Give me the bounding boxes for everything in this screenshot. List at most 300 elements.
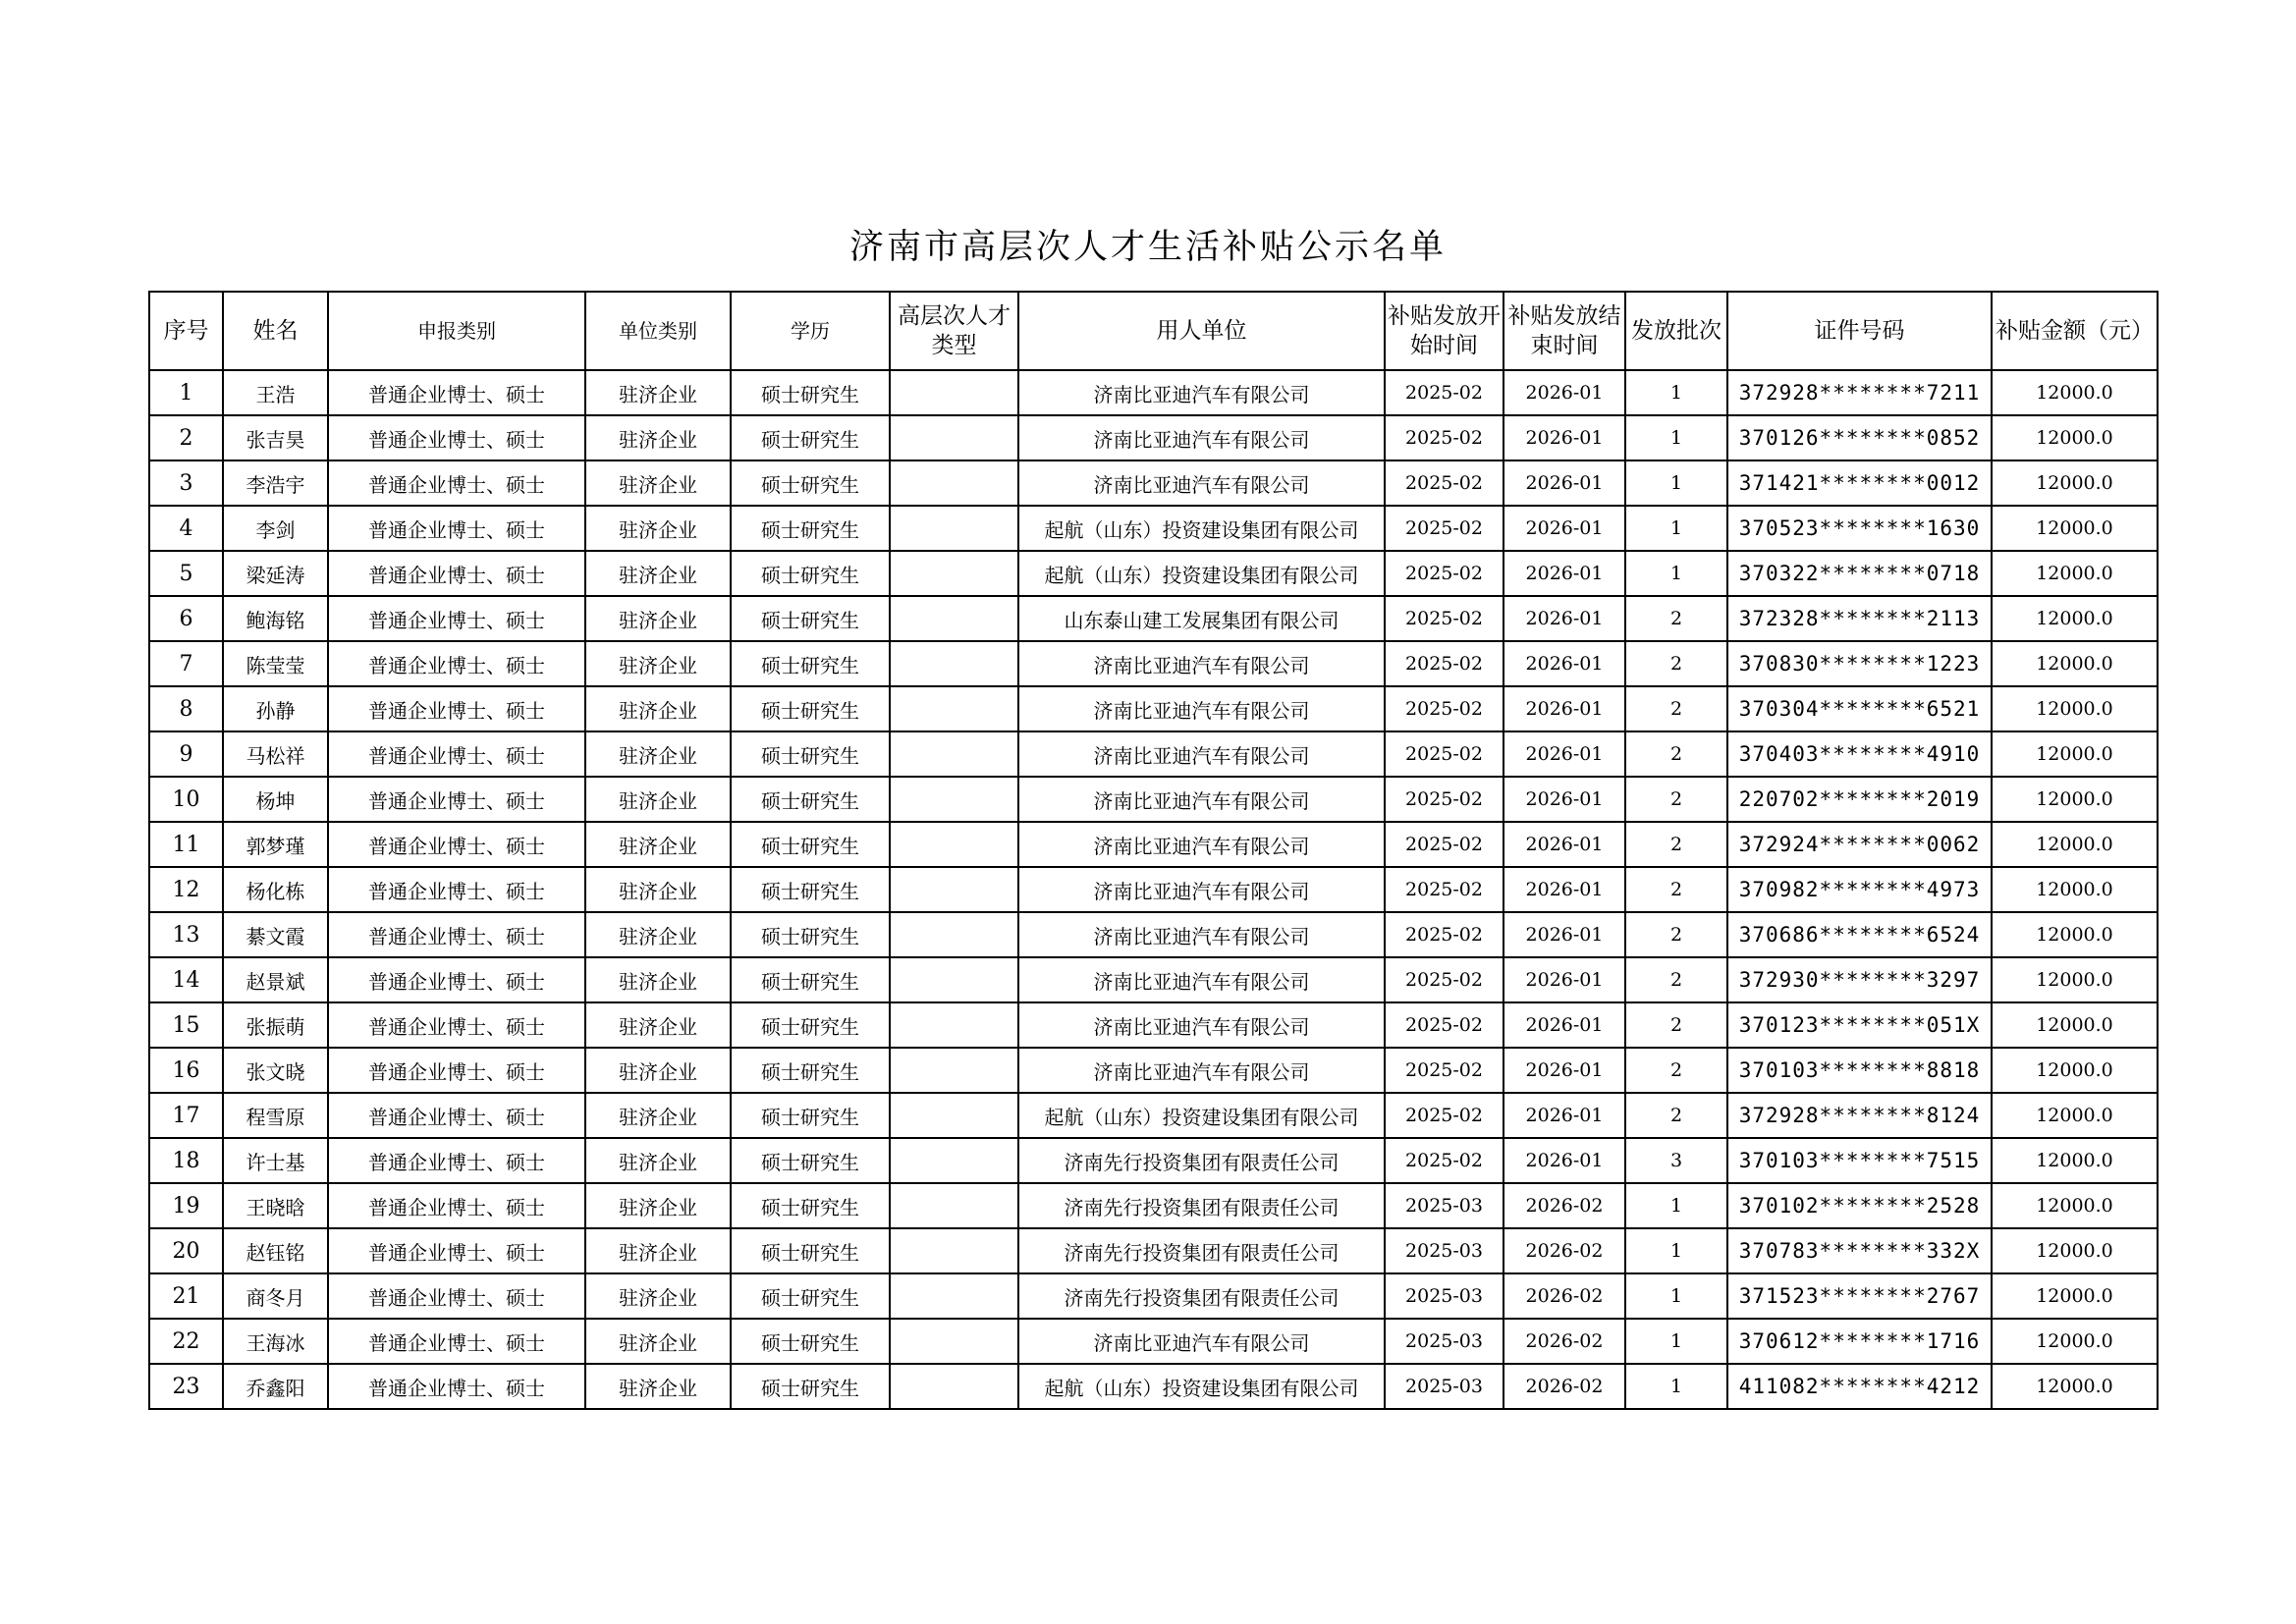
table-row — [149, 867, 2158, 912]
cell-id-number: 411082********4212 — [1727, 1364, 1992, 1409]
cell-seq: 22 — [149, 1319, 223, 1364]
cell-name: 赵钰铭 — [223, 1228, 328, 1273]
cell-id-number: 372928********8124 — [1727, 1093, 1992, 1138]
cell-talent-type — [890, 867, 1018, 912]
cell-id-number: 370103********8818 — [1727, 1048, 1992, 1093]
cell-apply-category: 普通企业博士、硕士 — [328, 1048, 585, 1093]
cell-seq: 6 — [149, 596, 223, 641]
cell-unit-category: 驻济企业 — [585, 1364, 731, 1409]
cell-start-time: 2025-02 — [1385, 641, 1503, 686]
cell-seq: 11 — [149, 822, 223, 867]
cell-education: 硕士研究生 — [731, 822, 890, 867]
cell-apply-category: 普通企业博士、硕士 — [328, 551, 585, 596]
cell-batch: 1 — [1625, 415, 1727, 460]
cell-unit-category: 驻济企业 — [585, 551, 731, 596]
cell-end-time: 2026-02 — [1503, 1364, 1625, 1409]
cell-name: 李剑 — [223, 506, 328, 551]
cell-start-time: 2025-02 — [1385, 867, 1503, 912]
cell-id-number: 370304********6521 — [1727, 686, 1992, 731]
cell-end-time: 2026-01 — [1503, 1138, 1625, 1183]
cell-start-time: 2025-02 — [1385, 370, 1503, 415]
cell-end-time: 2026-01 — [1503, 912, 1625, 957]
cell-education: 硕士研究生 — [731, 1183, 890, 1228]
header-start-time: 补贴发放开始时间 — [1385, 292, 1503, 370]
cell-end-time: 2026-01 — [1503, 596, 1625, 641]
cell-amount: 12000.0 — [1992, 1048, 2158, 1093]
cell-id-number: 371523********2767 — [1727, 1273, 1992, 1319]
cell-end-time: 2026-01 — [1503, 867, 1625, 912]
cell-seq: 19 — [149, 1183, 223, 1228]
cell-batch: 1 — [1625, 1228, 1727, 1273]
cell-batch: 3 — [1625, 1138, 1727, 1183]
cell-batch: 2 — [1625, 686, 1727, 731]
cell-talent-type — [890, 370, 1018, 415]
cell-name: 商冬月 — [223, 1273, 328, 1319]
table-row — [149, 1138, 2158, 1183]
cell-unit-category: 驻济企业 — [585, 1228, 731, 1273]
cell-name: 马松祥 — [223, 731, 328, 777]
table-row — [149, 1364, 2158, 1409]
cell-seq: 14 — [149, 957, 223, 1002]
cell-seq: 18 — [149, 1138, 223, 1183]
table-row — [149, 1228, 2158, 1273]
cell-name: 梁延涛 — [223, 551, 328, 596]
cell-start-time: 2025-02 — [1385, 822, 1503, 867]
cell-unit-category: 驻济企业 — [585, 1273, 731, 1319]
cell-end-time: 2026-01 — [1503, 686, 1625, 731]
cell-unit-category: 驻济企业 — [585, 822, 731, 867]
cell-batch: 2 — [1625, 1093, 1727, 1138]
header-name: 姓名 — [223, 292, 328, 370]
cell-apply-category: 普通企业博士、硕士 — [328, 731, 585, 777]
cell-unit-category: 驻济企业 — [585, 415, 731, 460]
cell-batch: 2 — [1625, 867, 1727, 912]
cell-employer: 济南先行投资集团有限责任公司 — [1018, 1183, 1385, 1228]
cell-amount: 12000.0 — [1992, 686, 2158, 731]
cell-amount: 12000.0 — [1992, 1319, 2158, 1364]
cell-education: 硕士研究生 — [731, 1273, 890, 1319]
cell-amount: 12000.0 — [1992, 1093, 2158, 1138]
cell-start-time: 2025-02 — [1385, 686, 1503, 731]
table-row — [149, 506, 2158, 551]
cell-end-time: 2026-01 — [1503, 1093, 1625, 1138]
cell-unit-category: 驻济企业 — [585, 641, 731, 686]
header-amount: 补贴金额（元） — [1992, 292, 2158, 370]
cell-amount: 12000.0 — [1992, 415, 2158, 460]
table-row — [149, 1048, 2158, 1093]
cell-unit-category: 驻济企业 — [585, 370, 731, 415]
cell-id-number: 370783********332X — [1727, 1228, 1992, 1273]
cell-name: 赵景斌 — [223, 957, 328, 1002]
cell-unit-category: 驻济企业 — [585, 777, 731, 822]
cell-start-time: 2025-02 — [1385, 1138, 1503, 1183]
cell-amount: 12000.0 — [1992, 370, 2158, 415]
cell-batch: 1 — [1625, 1273, 1727, 1319]
cell-talent-type — [890, 1273, 1018, 1319]
cell-start-time: 2025-02 — [1385, 957, 1503, 1002]
table-row — [149, 460, 2158, 506]
cell-unit-category: 驻济企业 — [585, 957, 731, 1002]
cell-start-time: 2025-02 — [1385, 731, 1503, 777]
cell-name: 许士基 — [223, 1138, 328, 1183]
cell-batch: 1 — [1625, 551, 1727, 596]
cell-end-time: 2026-02 — [1503, 1273, 1625, 1319]
cell-end-time: 2026-01 — [1503, 731, 1625, 777]
header-end-time: 补贴发放结束时间 — [1503, 292, 1625, 370]
cell-start-time: 2025-02 — [1385, 1002, 1503, 1048]
cell-end-time: 2026-01 — [1503, 641, 1625, 686]
cell-id-number: 370322********0718 — [1727, 551, 1992, 596]
cell-batch: 1 — [1625, 1319, 1727, 1364]
cell-seq: 2 — [149, 415, 223, 460]
cell-apply-category: 普通企业博士、硕士 — [328, 1364, 585, 1409]
table-row — [149, 777, 2158, 822]
cell-employer: 起航（山东）投资建设集团有限公司 — [1018, 551, 1385, 596]
cell-unit-category: 驻济企业 — [585, 460, 731, 506]
cell-unit-category: 驻济企业 — [585, 1093, 731, 1138]
table-row — [149, 822, 2158, 867]
cell-employer: 济南比亚迪汽车有限公司 — [1018, 822, 1385, 867]
cell-name: 杨化栋 — [223, 867, 328, 912]
cell-unit-category: 驻济企业 — [585, 596, 731, 641]
cell-talent-type — [890, 957, 1018, 1002]
cell-end-time: 2026-01 — [1503, 822, 1625, 867]
cell-seq: 16 — [149, 1048, 223, 1093]
cell-education: 硕士研究生 — [731, 867, 890, 912]
cell-apply-category: 普通企业博士、硕士 — [328, 1002, 585, 1048]
cell-talent-type — [890, 1319, 1018, 1364]
cell-education: 硕士研究生 — [731, 1364, 890, 1409]
cell-id-number: 372924********0062 — [1727, 822, 1992, 867]
cell-amount: 12000.0 — [1992, 460, 2158, 506]
cell-employer: 济南先行投资集团有限责任公司 — [1018, 1138, 1385, 1183]
cell-seq: 17 — [149, 1093, 223, 1138]
cell-name: 乔鑫阳 — [223, 1364, 328, 1409]
cell-batch: 2 — [1625, 822, 1727, 867]
cell-amount: 12000.0 — [1992, 1002, 2158, 1048]
cell-end-time: 2026-02 — [1503, 1228, 1625, 1273]
cell-employer: 济南比亚迪汽车有限公司 — [1018, 777, 1385, 822]
table-row — [149, 415, 2158, 460]
cell-seq: 8 — [149, 686, 223, 731]
cell-amount: 12000.0 — [1992, 1183, 2158, 1228]
cell-talent-type — [890, 777, 1018, 822]
cell-batch: 2 — [1625, 596, 1727, 641]
cell-apply-category: 普通企业博士、硕士 — [328, 867, 585, 912]
cell-name: 陈莹莹 — [223, 641, 328, 686]
cell-start-time: 2025-03 — [1385, 1364, 1503, 1409]
cell-employer: 济南先行投资集团有限责任公司 — [1018, 1273, 1385, 1319]
cell-education: 硕士研究生 — [731, 460, 890, 506]
cell-unit-category: 驻济企业 — [585, 912, 731, 957]
cell-education: 硕士研究生 — [731, 415, 890, 460]
table-row — [149, 686, 2158, 731]
subsidy-table — [148, 291, 2159, 1410]
cell-seq: 4 — [149, 506, 223, 551]
cell-apply-category: 普通企业博士、硕士 — [328, 912, 585, 957]
cell-education: 硕士研究生 — [731, 777, 890, 822]
cell-start-time: 2025-02 — [1385, 1093, 1503, 1138]
table-row — [149, 912, 2158, 957]
cell-employer: 起航（山东）投资建设集团有限公司 — [1018, 506, 1385, 551]
header-employer: 用人单位 — [1018, 292, 1385, 370]
cell-start-time: 2025-03 — [1385, 1273, 1503, 1319]
cell-start-time: 2025-03 — [1385, 1228, 1503, 1273]
cell-apply-category: 普通企业博士、硕士 — [328, 777, 585, 822]
cell-employer: 济南比亚迪汽车有限公司 — [1018, 641, 1385, 686]
cell-talent-type — [890, 596, 1018, 641]
cell-apply-category: 普通企业博士、硕士 — [328, 641, 585, 686]
cell-start-time: 2025-02 — [1385, 596, 1503, 641]
cell-end-time: 2026-02 — [1503, 1319, 1625, 1364]
cell-batch: 2 — [1625, 641, 1727, 686]
cell-batch: 2 — [1625, 731, 1727, 777]
cell-employer: 济南比亚迪汽车有限公司 — [1018, 912, 1385, 957]
cell-name: 鲍海铭 — [223, 596, 328, 641]
cell-id-number: 370403********4910 — [1727, 731, 1992, 777]
cell-employer: 济南比亚迪汽车有限公司 — [1018, 1048, 1385, 1093]
cell-amount: 12000.0 — [1992, 1364, 2158, 1409]
cell-end-time: 2026-02 — [1503, 1183, 1625, 1228]
table-row — [149, 641, 2158, 686]
header-unit-category: 单位类别 — [585, 292, 731, 370]
cell-amount: 12000.0 — [1992, 641, 2158, 686]
cell-name: 张振萌 — [223, 1002, 328, 1048]
cell-education: 硕士研究生 — [731, 1093, 890, 1138]
cell-end-time: 2026-01 — [1503, 1048, 1625, 1093]
cell-seq: 23 — [149, 1364, 223, 1409]
cell-unit-category: 驻济企业 — [585, 686, 731, 731]
cell-unit-category: 驻济企业 — [585, 506, 731, 551]
table-header-row — [149, 292, 2158, 370]
cell-amount: 12000.0 — [1992, 731, 2158, 777]
cell-apply-category: 普通企业博士、硕士 — [328, 1138, 585, 1183]
cell-seq: 10 — [149, 777, 223, 822]
cell-start-time: 2025-03 — [1385, 1183, 1503, 1228]
cell-seq: 3 — [149, 460, 223, 506]
header-education: 学历 — [731, 292, 890, 370]
cell-id-number: 372930********3297 — [1727, 957, 1992, 1002]
cell-apply-category: 普通企业博士、硕士 — [328, 1093, 585, 1138]
cell-education: 硕士研究生 — [731, 686, 890, 731]
cell-amount: 12000.0 — [1992, 1228, 2158, 1273]
cell-employer: 起航（山东）投资建设集团有限公司 — [1018, 1093, 1385, 1138]
cell-apply-category: 普通企业博士、硕士 — [328, 460, 585, 506]
cell-education: 硕士研究生 — [731, 370, 890, 415]
cell-name: 王晓晗 — [223, 1183, 328, 1228]
cell-id-number: 370982********4973 — [1727, 867, 1992, 912]
cell-talent-type — [890, 641, 1018, 686]
cell-education: 硕士研究生 — [731, 1228, 890, 1273]
cell-end-time: 2026-01 — [1503, 460, 1625, 506]
cell-start-time: 2025-02 — [1385, 777, 1503, 822]
cell-apply-category: 普通企业博士、硕士 — [328, 686, 585, 731]
cell-employer: 济南比亚迪汽车有限公司 — [1018, 731, 1385, 777]
table-row — [149, 551, 2158, 596]
cell-talent-type — [890, 460, 1018, 506]
cell-employer: 济南比亚迪汽车有限公司 — [1018, 460, 1385, 506]
cell-seq: 15 — [149, 1002, 223, 1048]
cell-employer: 济南比亚迪汽车有限公司 — [1018, 957, 1385, 1002]
cell-talent-type — [890, 551, 1018, 596]
cell-name: 王海冰 — [223, 1319, 328, 1364]
cell-talent-type — [890, 506, 1018, 551]
cell-start-time: 2025-02 — [1385, 506, 1503, 551]
cell-amount: 12000.0 — [1992, 777, 2158, 822]
cell-unit-category: 驻济企业 — [585, 1183, 731, 1228]
cell-employer: 起航（山东）投资建设集团有限公司 — [1018, 1364, 1385, 1409]
cell-batch: 1 — [1625, 1183, 1727, 1228]
cell-name: 王浩 — [223, 370, 328, 415]
cell-unit-category: 驻济企业 — [585, 1048, 731, 1093]
cell-end-time: 2026-01 — [1503, 415, 1625, 460]
cell-batch: 1 — [1625, 1364, 1727, 1409]
cell-unit-category: 驻济企业 — [585, 1138, 731, 1183]
cell-name: 李浩宇 — [223, 460, 328, 506]
table-row — [149, 1183, 2158, 1228]
cell-batch: 2 — [1625, 957, 1727, 1002]
table-row — [149, 1093, 2158, 1138]
cell-id-number: 372328********2113 — [1727, 596, 1992, 641]
cell-name: 程雪原 — [223, 1093, 328, 1138]
cell-name: 綦文霞 — [223, 912, 328, 957]
cell-education: 硕士研究生 — [731, 506, 890, 551]
header-batch: 发放批次 — [1625, 292, 1727, 370]
table-row — [149, 1319, 2158, 1364]
cell-unit-category: 驻济企业 — [585, 1002, 731, 1048]
cell-start-time: 2025-02 — [1385, 551, 1503, 596]
table-row — [149, 1273, 2158, 1319]
cell-end-time: 2026-01 — [1503, 1002, 1625, 1048]
cell-seq: 13 — [149, 912, 223, 957]
cell-employer: 济南比亚迪汽车有限公司 — [1018, 1319, 1385, 1364]
table-body — [149, 370, 2158, 1409]
cell-end-time: 2026-01 — [1503, 777, 1625, 822]
cell-amount: 12000.0 — [1992, 867, 2158, 912]
cell-name: 孙静 — [223, 686, 328, 731]
cell-name: 郭梦瑾 — [223, 822, 328, 867]
cell-id-number: 370523********1630 — [1727, 506, 1992, 551]
cell-apply-category: 普通企业博士、硕士 — [328, 415, 585, 460]
cell-amount: 12000.0 — [1992, 822, 2158, 867]
table-row — [149, 596, 2158, 641]
cell-seq: 12 — [149, 867, 223, 912]
cell-employer: 济南比亚迪汽车有限公司 — [1018, 370, 1385, 415]
cell-talent-type — [890, 822, 1018, 867]
cell-end-time: 2026-01 — [1503, 370, 1625, 415]
cell-unit-category: 驻济企业 — [585, 1319, 731, 1364]
cell-apply-category: 普通企业博士、硕士 — [328, 596, 585, 641]
cell-apply-category: 普通企业博士、硕士 — [328, 1183, 585, 1228]
cell-education: 硕士研究生 — [731, 1138, 890, 1183]
table-row — [149, 370, 2158, 415]
cell-education: 硕士研究生 — [731, 641, 890, 686]
cell-unit-category: 驻济企业 — [585, 867, 731, 912]
cell-id-number: 371421********0012 — [1727, 460, 1992, 506]
header-seq: 序号 — [149, 292, 223, 370]
cell-seq: 21 — [149, 1273, 223, 1319]
cell-amount: 12000.0 — [1992, 596, 2158, 641]
cell-employer: 济南比亚迪汽车有限公司 — [1018, 1002, 1385, 1048]
cell-education: 硕士研究生 — [731, 1048, 890, 1093]
cell-seq: 7 — [149, 641, 223, 686]
cell-apply-category: 普通企业博士、硕士 — [328, 1228, 585, 1273]
cell-apply-category: 普通企业博士、硕士 — [328, 957, 585, 1002]
cell-apply-category: 普通企业博士、硕士 — [328, 1319, 585, 1364]
cell-id-number: 370123********051X — [1727, 1002, 1992, 1048]
cell-education: 硕士研究生 — [731, 957, 890, 1002]
cell-apply-category: 普通企业博士、硕士 — [328, 1273, 585, 1319]
cell-amount: 12000.0 — [1992, 506, 2158, 551]
header-talent-type: 高层次人才类型 — [890, 292, 1018, 370]
cell-talent-type — [890, 1048, 1018, 1093]
cell-start-time: 2025-02 — [1385, 415, 1503, 460]
cell-education: 硕士研究生 — [731, 912, 890, 957]
cell-amount: 12000.0 — [1992, 1273, 2158, 1319]
cell-seq: 5 — [149, 551, 223, 596]
cell-amount: 12000.0 — [1992, 912, 2158, 957]
cell-batch: 1 — [1625, 370, 1727, 415]
cell-batch: 2 — [1625, 1048, 1727, 1093]
cell-name: 杨坤 — [223, 777, 328, 822]
cell-apply-category: 普通企业博士、硕士 — [328, 506, 585, 551]
cell-education: 硕士研究生 — [731, 1002, 890, 1048]
table-row — [149, 1002, 2158, 1048]
cell-id-number: 372928********7211 — [1727, 370, 1992, 415]
cell-education: 硕士研究生 — [731, 596, 890, 641]
cell-seq: 20 — [149, 1228, 223, 1273]
header-apply-category: 申报类别 — [328, 292, 585, 370]
cell-id-number: 370830********1223 — [1727, 641, 1992, 686]
cell-end-time: 2026-01 — [1503, 506, 1625, 551]
cell-id-number: 370612********1716 — [1727, 1319, 1992, 1364]
page-title: 济南市高层次人才生活补贴公示名单 — [848, 228, 1447, 267]
cell-talent-type — [890, 686, 1018, 731]
table-row — [149, 957, 2158, 1002]
cell-unit-category: 驻济企业 — [585, 731, 731, 777]
cell-apply-category: 普通企业博士、硕士 — [328, 822, 585, 867]
cell-talent-type — [890, 1138, 1018, 1183]
cell-end-time: 2026-01 — [1503, 551, 1625, 596]
cell-id-number: 370103********7515 — [1727, 1138, 1992, 1183]
cell-start-time: 2025-03 — [1385, 1319, 1503, 1364]
cell-amount: 12000.0 — [1992, 957, 2158, 1002]
cell-id-number: 370126********0852 — [1727, 415, 1992, 460]
cell-batch: 2 — [1625, 1002, 1727, 1048]
cell-id-number: 370102********2528 — [1727, 1183, 1992, 1228]
cell-talent-type — [890, 731, 1018, 777]
cell-amount: 12000.0 — [1992, 1138, 2158, 1183]
cell-amount: 12000.0 — [1992, 551, 2158, 596]
cell-employer: 济南比亚迪汽车有限公司 — [1018, 415, 1385, 460]
cell-talent-type — [890, 1228, 1018, 1273]
cell-education: 硕士研究生 — [731, 731, 890, 777]
cell-id-number: 370686********6524 — [1727, 912, 1992, 957]
cell-apply-category: 普通企业博士、硕士 — [328, 370, 585, 415]
cell-talent-type — [890, 1183, 1018, 1228]
cell-employer: 济南先行投资集团有限责任公司 — [1018, 1228, 1385, 1273]
cell-batch: 1 — [1625, 506, 1727, 551]
cell-start-time: 2025-02 — [1385, 1048, 1503, 1093]
cell-talent-type — [890, 415, 1018, 460]
cell-batch: 2 — [1625, 777, 1727, 822]
cell-id-number: 220702********2019 — [1727, 777, 1992, 822]
cell-batch: 2 — [1625, 912, 1727, 957]
cell-talent-type — [890, 1364, 1018, 1409]
cell-education: 硕士研究生 — [731, 551, 890, 596]
cell-employer: 济南比亚迪汽车有限公司 — [1018, 867, 1385, 912]
cell-batch: 1 — [1625, 460, 1727, 506]
